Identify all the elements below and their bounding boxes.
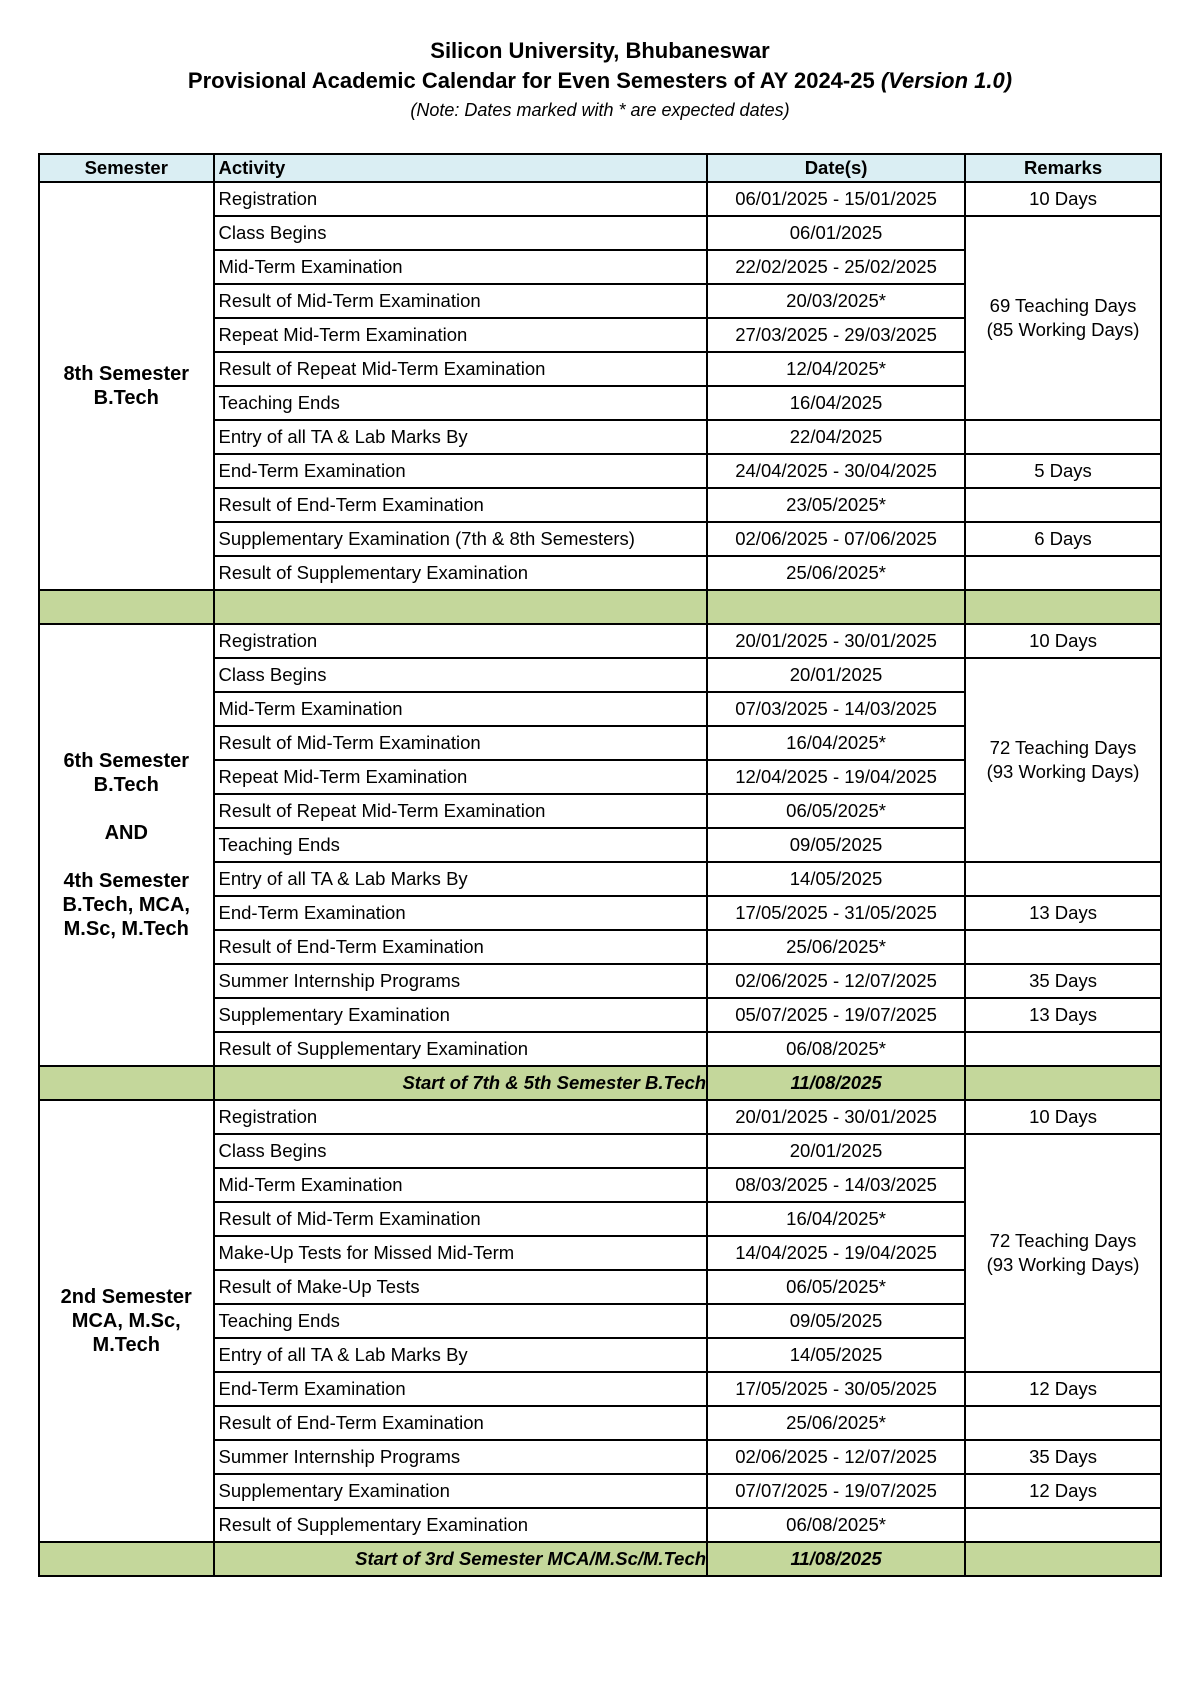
activity-cell: Teaching Ends: [214, 386, 708, 420]
date-cell: 17/05/2025 - 30/05/2025: [707, 1372, 965, 1406]
date-cell: 14/05/2025: [707, 862, 965, 896]
table-header-row: [39, 154, 1161, 182]
activity-cell: Repeat Mid-Term Examination: [214, 760, 708, 794]
date-cell: 09/05/2025: [707, 1304, 965, 1338]
activity-cell: Registration: [214, 624, 708, 658]
activity-cell: End-Term Examination: [214, 454, 708, 488]
remarks-cell: 13 Days: [965, 998, 1161, 1032]
date-cell: 02/06/2025 - 12/07/2025: [707, 1440, 965, 1474]
activity-cell: Mid-Term Examination: [214, 1168, 708, 1202]
activity-cell: Mid-Term Examination: [214, 692, 708, 726]
date-cell: 07/07/2025 - 19/07/2025: [707, 1474, 965, 1508]
activity-cell: Entry of all TA & Lab Marks By: [214, 420, 708, 454]
activity-cell: Supplementary Examination (7th & 8th Semesters): [214, 522, 708, 556]
activity-cell: Class Begins: [214, 216, 708, 250]
remarks-cell: 72 Teaching Days (93 Working Days): [965, 658, 1161, 862]
date-cell: 14/04/2025 - 19/04/2025: [707, 1236, 965, 1270]
date-cell: 20/01/2025 - 30/01/2025: [707, 1100, 965, 1134]
date-cell: 16/04/2025: [707, 386, 965, 420]
activity-cell: Supplementary Examination: [214, 1474, 708, 1508]
remarks-cell: 10 Days: [965, 1100, 1161, 1134]
remarks-cell: [965, 862, 1161, 896]
remarks-cell: 5 Days: [965, 454, 1161, 488]
activity-cell: Class Begins: [214, 658, 708, 692]
date-cell: 06/08/2025*: [707, 1508, 965, 1542]
next-semester-start-label: Start of 3rd Semester MCA/M.Sc/M.Tech: [214, 1542, 708, 1576]
separator-remarks-cell: [965, 1542, 1161, 1576]
activity-cell: Class Begins: [214, 1134, 708, 1168]
activity-cell: Summer Internship Programs: [214, 964, 708, 998]
activity-cell: Result of Supplementary Examination: [214, 556, 708, 590]
activity-cell: Teaching Ends: [214, 1304, 708, 1338]
activity-cell: Make-Up Tests for Missed Mid-Term: [214, 1236, 708, 1270]
date-cell: 20/01/2025 - 30/01/2025: [707, 624, 965, 658]
activity-cell: Result of Supplementary Examination: [214, 1508, 708, 1542]
activity-cell: Result of Mid-Term Examination: [214, 284, 708, 318]
date-cell: 06/01/2025 - 15/01/2025: [707, 182, 965, 216]
date-cell: 25/06/2025*: [707, 556, 965, 590]
separator-row: [39, 1066, 1161, 1100]
next-semester-start-date: 11/08/2025: [707, 1066, 965, 1100]
calendar-title: [0, 66, 1200, 96]
activity-cell: Supplementary Examination: [214, 998, 708, 1032]
date-cell: 16/04/2025*: [707, 1202, 965, 1236]
semester-label: 6th Semester B.Tech AND 4th Semester B.Tech, MCA, M.Sc, M.Tech: [39, 624, 214, 1066]
semester-label: 8th Semester B.Tech: [39, 182, 214, 590]
remarks-cell: 6 Days: [965, 522, 1161, 556]
date-cell: 09/05/2025: [707, 828, 965, 862]
next-semester-start-date: 11/08/2025: [707, 1542, 965, 1576]
separator-semester-cell: [39, 590, 214, 624]
next-semester-start-label: [214, 590, 708, 624]
date-cell: 08/03/2025 - 14/03/2025: [707, 1168, 965, 1202]
separator-row: [39, 590, 1161, 624]
date-cell: 23/05/2025*: [707, 488, 965, 522]
remarks-cell: 35 Days: [965, 964, 1161, 998]
date-cell: 12/04/2025*: [707, 352, 965, 386]
remarks-cell: 10 Days: [965, 624, 1161, 658]
header-semester: Semester: [39, 154, 214, 182]
date-cell: 02/06/2025 - 12/07/2025: [707, 964, 965, 998]
activity-cell: End-Term Examination: [214, 896, 708, 930]
date-cell: 05/07/2025 - 19/07/2025: [707, 998, 965, 1032]
separator-remarks-cell: [965, 590, 1161, 624]
remarks-cell: 35 Days: [965, 1440, 1161, 1474]
remarks-cell: 72 Teaching Days (93 Working Days): [965, 1134, 1161, 1372]
activity-cell: Result of Make-Up Tests: [214, 1270, 708, 1304]
activity-cell: Result of Repeat Mid-Term Examination: [214, 794, 708, 828]
date-cell: 06/05/2025*: [707, 1270, 965, 1304]
header-remarks: Remarks: [965, 154, 1161, 182]
remarks-cell: [965, 556, 1161, 590]
date-cell: 12/04/2025 - 19/04/2025: [707, 760, 965, 794]
date-cell: 07/03/2025 - 14/03/2025: [707, 692, 965, 726]
activity-cell: Entry of all TA & Lab Marks By: [214, 862, 708, 896]
remarks-cell: 12 Days: [965, 1372, 1161, 1406]
table-row: [39, 182, 1161, 216]
calendar-version: (Version 1.0): [880, 68, 1013, 93]
date-cell: 16/04/2025*: [707, 726, 965, 760]
activity-cell: Registration: [214, 1100, 708, 1134]
date-cell: 24/04/2025 - 30/04/2025: [707, 454, 965, 488]
table-row: [39, 1100, 1161, 1134]
remarks-cell: [965, 420, 1161, 454]
header-dates: Date(s): [707, 154, 965, 182]
separator-semester-cell: [39, 1542, 214, 1576]
next-semester-start-date: [707, 590, 965, 624]
calendar-title-main: Provisional Academic Calendar for Even Semesters of AY 2024-25: [187, 68, 875, 93]
date-cell: 20/01/2025: [707, 1134, 965, 1168]
remarks-cell: [965, 930, 1161, 964]
date-cell: 25/06/2025*: [707, 1406, 965, 1440]
date-cell: 20/01/2025: [707, 658, 965, 692]
activity-cell: Repeat Mid-Term Examination: [214, 318, 708, 352]
activity-cell: Teaching Ends: [214, 828, 708, 862]
academic-calendar-table: [38, 153, 1162, 1577]
date-cell: 06/08/2025*: [707, 1032, 965, 1066]
date-cell: 22/02/2025 - 25/02/2025: [707, 250, 965, 284]
date-cell: 06/05/2025*: [707, 794, 965, 828]
activity-cell: Entry of all TA & Lab Marks By: [214, 1338, 708, 1372]
separator-row: [39, 1542, 1161, 1576]
activity-cell: Result of Mid-Term Examination: [214, 726, 708, 760]
university-name: Silicon University, Bhubaneswar: [430, 38, 770, 63]
activity-cell: End-Term Examination: [214, 1372, 708, 1406]
date-cell: 06/01/2025: [707, 216, 965, 250]
activity-cell: Result of End-Term Examination: [214, 488, 708, 522]
remarks-cell: 13 Days: [965, 896, 1161, 930]
table-row: [39, 624, 1161, 658]
date-cell: 27/03/2025 - 29/03/2025: [707, 318, 965, 352]
remarks-cell: [965, 488, 1161, 522]
activity-cell: Result of End-Term Examination: [214, 1406, 708, 1440]
activity-cell: Result of Supplementary Examination: [214, 1032, 708, 1066]
calendar-body: [39, 182, 1161, 1576]
remarks-cell: [965, 1032, 1161, 1066]
remarks-cell: 69 Teaching Days (85 Working Days): [965, 216, 1161, 420]
activity-cell: Mid-Term Examination: [214, 250, 708, 284]
activity-cell: Summer Internship Programs: [214, 1440, 708, 1474]
remarks-cell: [965, 1508, 1161, 1542]
date-cell: 25/06/2025*: [707, 930, 965, 964]
activity-cell: Result of Mid-Term Examination: [214, 1202, 708, 1236]
activity-cell: Result of End-Term Examination: [214, 930, 708, 964]
activity-cell: Result of Repeat Mid-Term Examination: [214, 352, 708, 386]
next-semester-start-label: Start of 7th & 5th Semester B.Tech: [214, 1066, 708, 1100]
remarks-cell: [965, 1406, 1161, 1440]
date-cell: 14/05/2025: [707, 1338, 965, 1372]
separator-semester-cell: [39, 1066, 214, 1100]
document-header: [0, 36, 1200, 122]
remarks-cell: 10 Days: [965, 182, 1161, 216]
date-cell: 22/04/2025: [707, 420, 965, 454]
date-cell: 20/03/2025*: [707, 284, 965, 318]
activity-cell: Registration: [214, 182, 708, 216]
date-cell: 02/06/2025 - 07/06/2025: [707, 522, 965, 556]
header-activity: Activity: [214, 154, 708, 182]
semester-label: 2nd Semester MCA, M.Sc, M.Tech: [39, 1100, 214, 1542]
date-cell: 17/05/2025 - 31/05/2025: [707, 896, 965, 930]
expected-dates-note: (Note: Dates marked with * are expected dates): [410, 100, 790, 120]
remarks-cell: 12 Days: [965, 1474, 1161, 1508]
separator-remarks-cell: [965, 1066, 1161, 1100]
